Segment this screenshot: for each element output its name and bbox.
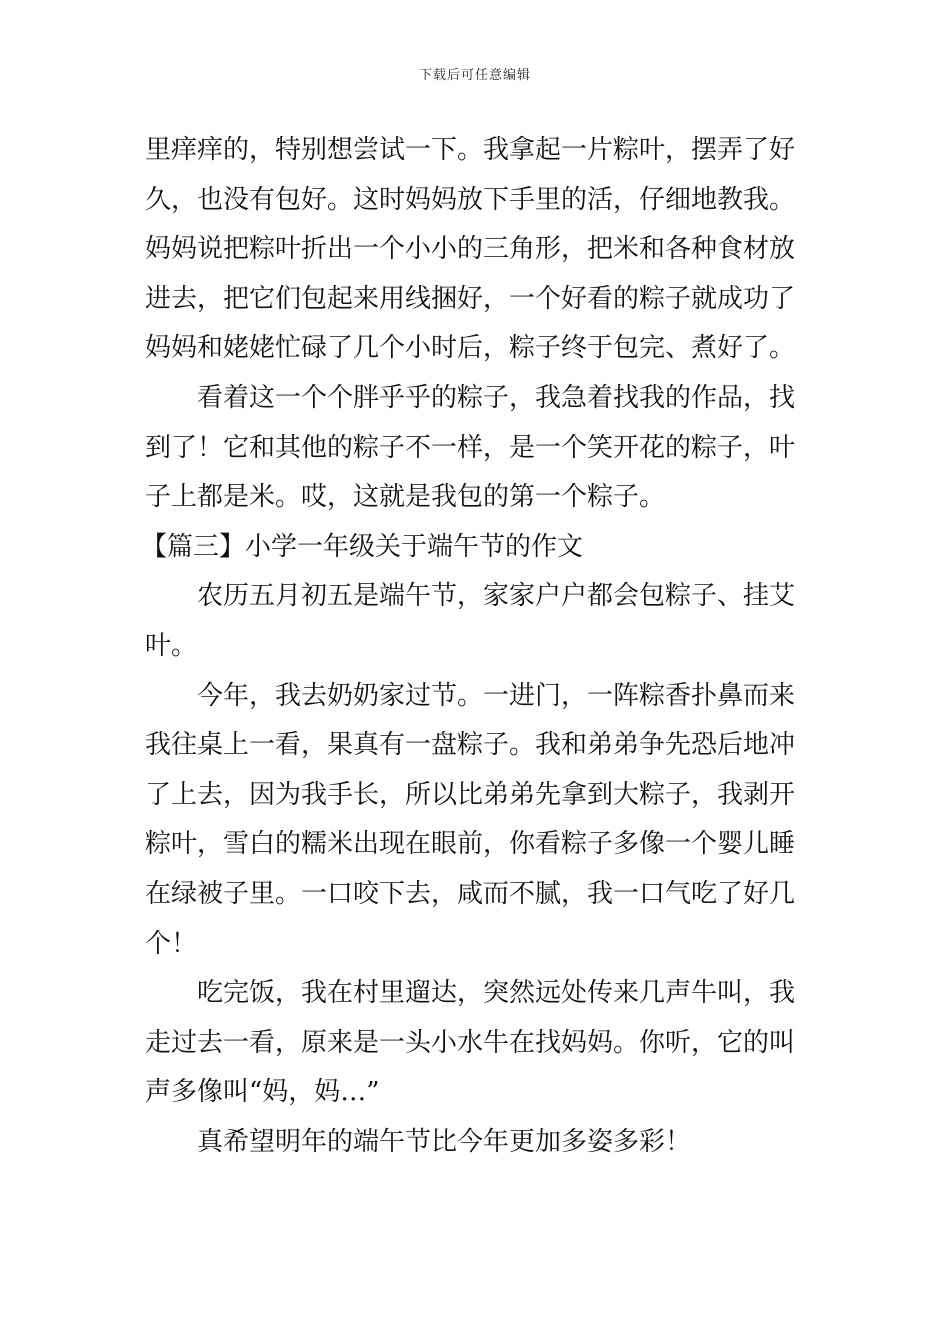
text-line: 走过去一看，原来是一头小水牛在找妈妈。你听，它的叫 xyxy=(145,1027,796,1058)
text-line: 进去，把它们包起来用线捆好，一个好看的粽子就成功了 xyxy=(145,283,796,314)
text-line: 妈妈和姥姥忙碌了几个小时后，粽子终于包完、煮好了。 xyxy=(145,333,796,364)
text-line: 妈妈说把粽叶折出一个小小的三角形，把米和各种食材放 xyxy=(145,234,796,265)
text-line: 今年，我去奶奶家过节。一进门，一阵粽香扑鼻而来 xyxy=(197,680,796,711)
text-line: 我往桌上一看，果真有一盘粽子。我和弟弟争先恐后地冲 xyxy=(145,730,796,761)
text-line: 声多像叫“妈，妈…” xyxy=(145,1077,380,1108)
text-line: 个！ xyxy=(145,928,198,959)
text-line: 在绿被子里。一口咬下去，咸而不腻，我一口气吃了好几 xyxy=(145,878,796,909)
text-line: 里痒痒的，特别想尝试一下。我拿起一片粽叶，摆弄了好 xyxy=(145,135,796,165)
section-heading: 【篇三】小学一年级关于端午节的作文 xyxy=(141,531,584,562)
text-line: 看着这一个个胖乎乎的粽子，我急着找我的作品，找 xyxy=(197,382,796,413)
text-line: 吃完饭，我在村里遛达，突然远处传来几声牛叫，我 xyxy=(197,978,796,1009)
text-line: 到了！它和其他的粽子不一样，是一个笑开花的粽子，叶 xyxy=(145,432,796,463)
text-line: 子上都是米。哎，这就是我包的第一个粽子。 xyxy=(145,482,666,513)
text-line: 农历五月初五是端午节，家家户户都会包粽子、挂艾 xyxy=(197,581,796,612)
text-line: 了上去，因为我手长，所以比弟弟先拿到大粽子，我剥开 xyxy=(145,779,796,810)
text-line: 久，也没有包好。这时妈妈放下手里的活，仔细地教我。 xyxy=(145,184,796,215)
page-header: 下载后可任意编辑 xyxy=(418,68,531,83)
text-line: 叶。 xyxy=(145,630,198,661)
text-line: 真希望明年的端午节比今年更加多姿多彩！ xyxy=(197,1126,692,1157)
text-line: 粽叶，雪白的糯米出现在眼前，你看粽子多像一个婴儿睡 xyxy=(145,829,796,860)
document-body xyxy=(141,126,815,1167)
